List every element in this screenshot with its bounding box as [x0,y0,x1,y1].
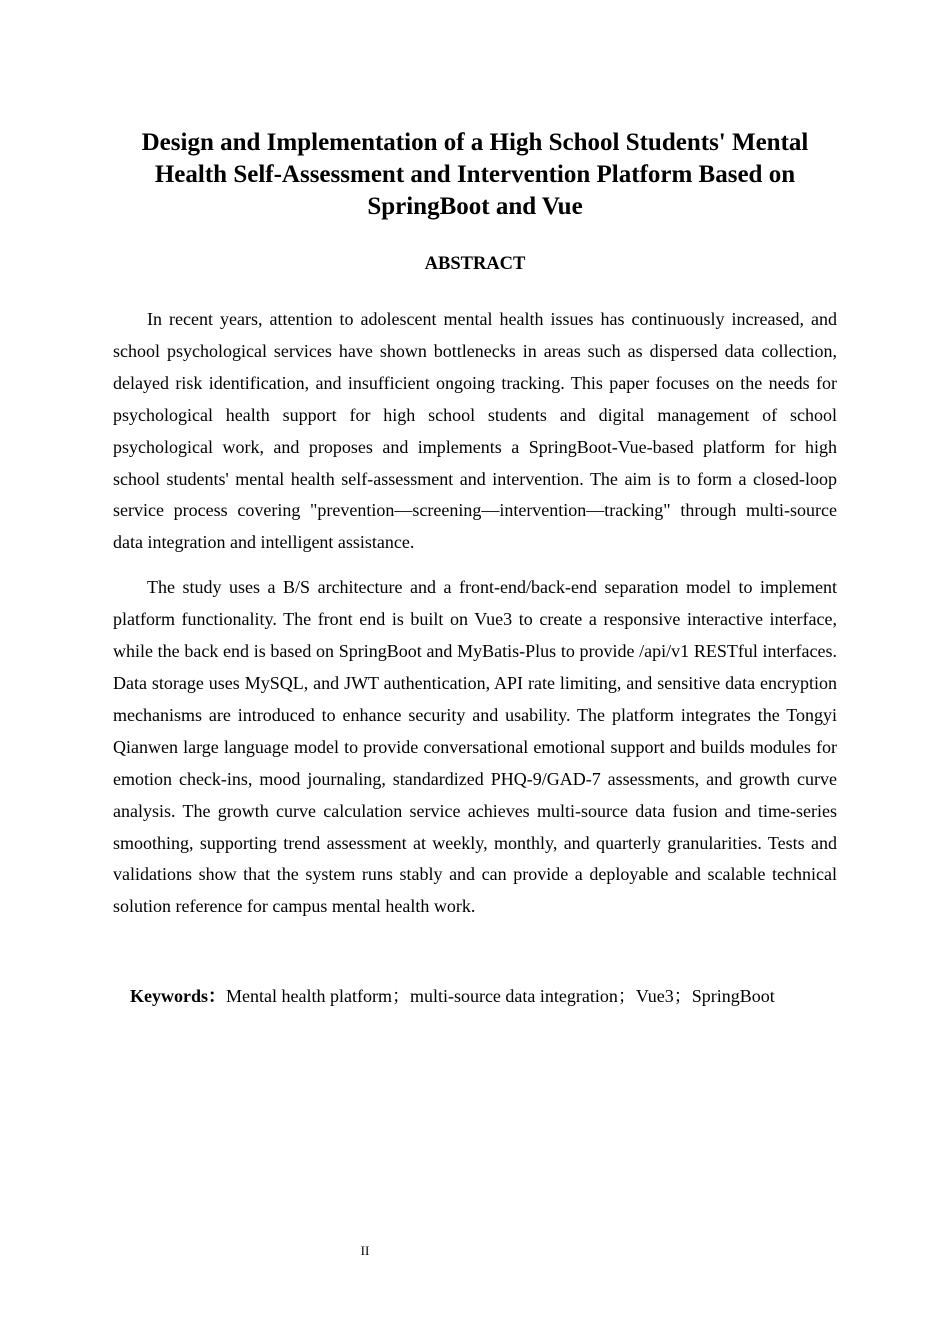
page-number: II [360,1243,370,1258]
abstract-heading: ABSTRACT [424,254,526,274]
paper-title: Design and Implementation of a High School Students' Mental Health Self-Assessment and Intervention Platform Based on SpringBoot and Vue [141,129,809,220]
keywords-line [130,983,775,1009]
abstract-paragraph-1: In recent years, attention to adolescent mental health issues has continuously increased, and school psychological services have shown bottlenecks in areas such as dispersed data collection, delayed risk identification, and insufficient ongoing tracking. This paper focuses on the needs for psychological health support for high school students and digital management of school psychological work, and proposes and implements a SpringBoot-Vue-based platform for high school students' mental health self-assessment and intervention. The aim is to form a closed-loop service process covering "prevention—screening—intervention—tracking" through multi-source data integration and intelligent assistance. [113,309,837,553]
abstract-paragraph-2: The study uses a B/S architecture and a front-end/back-end separation model to implement platform functionality. The front end is built on Vue3 to create a responsive interactive interface, while the back end is based on SpringBoot and MyBatis-Plus to provide /api/v1 RESTful interfaces. Data storage uses MySQL, and JWT authentication, API rate limiting, and sensitive data encryption mechanisms are introduced to enhance security and usability. The platform integrates the Tongyi Qianwen large language model to provide conversational emotional support and builds modules for emotion check-ins, mood journaling, standardized PHQ-9/GAD-7 assessments, and growth curve analysis. The growth curve calculation service achieves multi-source data fusion and time-series smoothing, supporting trend assessment at weekly, monthly, and quarterly granularities. Tests and validations show that the system runs stably and can provide a deployable and scalable technical solution reference for campus mental health work. [113,577,837,917]
keywords-label: Keywords： [130,986,226,1006]
keywords-text: Mental health platform；multi-source data integration；Vue3；SpringBoot [226,986,775,1006]
abstract-body [113,304,837,936]
